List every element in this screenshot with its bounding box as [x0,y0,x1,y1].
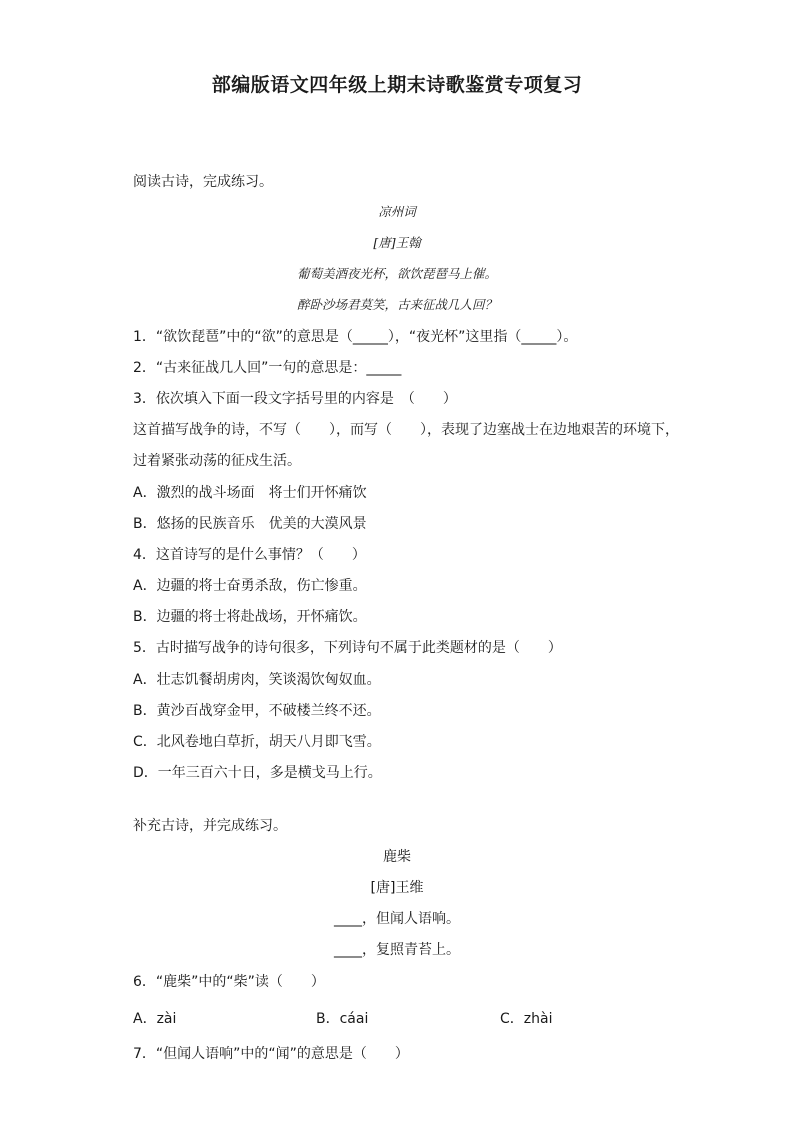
page-title: 部编版语文四年级上期末诗歌鉴赏专项复习 [211,74,583,96]
question-3: 3．依次填入下面一段文字括号里的内容是 （ ） [133,391,457,407]
question-6-option-a: A．zài [133,1011,177,1027]
question-3-option-a: A．激烈的战斗场面 将士们开怀痛饮 [133,485,367,501]
poem2-title: 鹿柴 [383,849,411,865]
question-3-text-line-1: 这首描写战争的诗，不写（ ），而写（ ），表现了边塞战士在边地艰苦的环境下， [133,422,679,438]
question-3-text-line-2: 过着紧张动荡的征戍生活。 [133,453,301,469]
poem1-author: [唐]王翰 [373,235,421,250]
question-5-option-a: A．壮志饥餐胡虏肉，笑谈渴饮匈奴血。 [133,672,381,688]
question-6-option-b: B．cáai [316,1011,369,1027]
question-4-option-a: A．边疆的将士奋勇杀敌，伤亡惨重。 [133,578,367,594]
question-5: 5．古时描写战争的诗句很多，下列诗句不属于此类题材的是（ ） [133,640,562,656]
question-5-option-c: C．北风卷地白草折，胡天八月即飞雪。 [133,734,381,750]
question-2: 2．“古来征战几人回”一句的意思是：_____ [133,360,402,376]
poem2-author: [唐]王维 [370,880,424,896]
poem2-line-2: ____，复照青苔上。 [334,942,460,958]
question-7: 7．“但闻人语响”中的“闻”的意思是（ ） [133,1046,409,1062]
section2-instruction: 补充古诗，并完成练习。 [133,818,287,834]
question-4: 4．这首诗写的是什么事情？（ ） [133,547,366,563]
question-5-option-d: D．一年三百六十日，多是横戈马上行。 [133,765,382,781]
question-4-option-b: B．边疆的将士将赴战场，开怀痛饮。 [133,609,367,625]
question-5-option-b: B．黄沙百战穿金甲，不破楼兰终不还。 [133,703,381,719]
question-1: 1．“欲饮琵琶”中的“欲”的意思是（_____），“夜光杯”这里指（_____）。 [133,329,578,345]
question-6-option-c: C．zhài [500,1011,553,1027]
question-6: 6．“鹿柴”中的“柴”读（ ） [133,974,325,990]
question-3-option-b: B．悠扬的民族音乐 优美的大漠风景 [133,516,367,532]
poem2-line-1: ____，但闻人语响。 [334,911,460,927]
section1-instruction: 阅读古诗，完成练习。 [133,174,273,190]
poem1-line-2: 醉卧沙场君莫笑，古来征战几人回？ [296,297,497,312]
poem1-title: 凉州词 [378,204,416,219]
poem1-line-1: 葡萄美酒夜光杯，欲饮琵琶马上催。 [296,266,497,281]
